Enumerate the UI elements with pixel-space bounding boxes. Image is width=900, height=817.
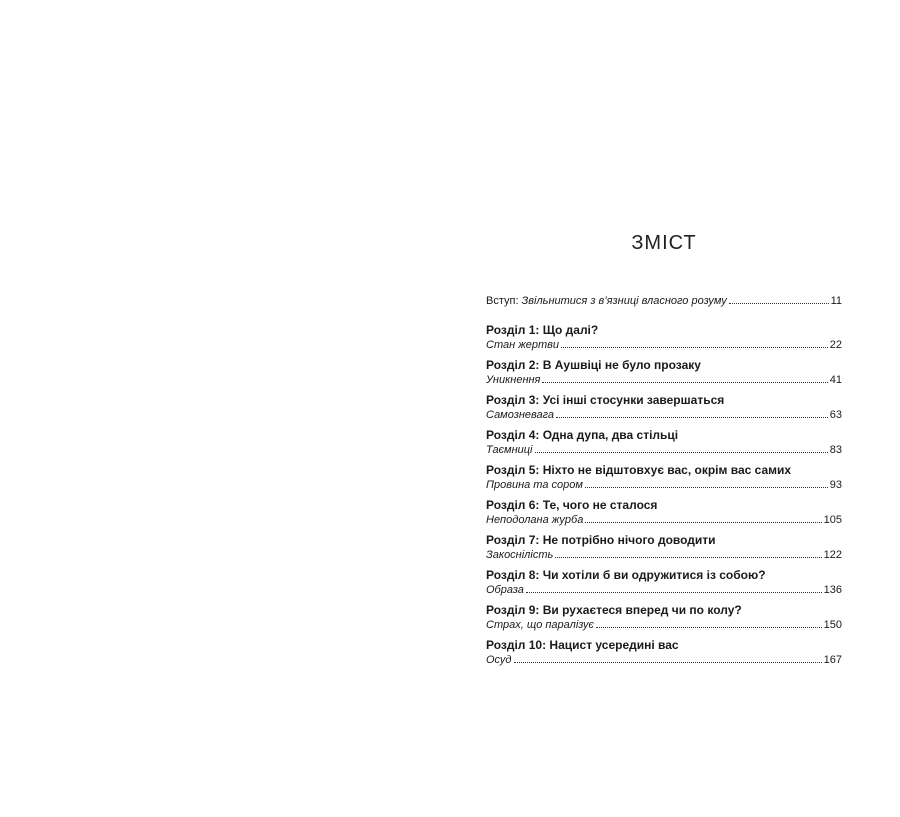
dot-leader: [596, 627, 822, 628]
chapter-page-number: 122: [823, 549, 842, 561]
chapter-title: Розділ 7: Не потрібно нічого доводити: [486, 533, 716, 547]
toc-entry-chapter-4[interactable]: [486, 427, 842, 458]
chapter-title: Розділ 2: В Аушвіці не було прозаку: [486, 358, 701, 372]
chapter-page-number: 105: [823, 514, 842, 526]
chapter-title: Розділ 4: Одна дупа, два стільці: [486, 428, 679, 442]
dot-leader: [585, 487, 828, 488]
toc-entry-intro[interactable]: [486, 294, 842, 308]
toc-entry-chapter-10[interactable]: [486, 637, 842, 668]
chapter-subtitle: Таємниці: [486, 444, 533, 456]
chapter-page-number: 150: [823, 619, 842, 631]
chapter-subtitle: Осуд: [486, 654, 512, 666]
chapter-subtitle: Страх, що паралізує: [486, 619, 594, 631]
chapter-title: Розділ 3: Усі інші стосунки завершаться: [486, 393, 725, 407]
chapter-page-number: 136: [823, 584, 842, 596]
dot-leader: [526, 592, 822, 593]
toc-entry-chapter-7[interactable]: [486, 532, 842, 563]
intro-page-number: 11: [830, 295, 842, 307]
chapter-page-number: 22: [829, 339, 842, 351]
chapter-page-number: 41: [829, 374, 842, 386]
toc-entry-chapter-2[interactable]: [486, 357, 842, 388]
chapter-page-number: 93: [829, 479, 842, 491]
chapter-page-number: 167: [823, 654, 842, 666]
chapter-title: Розділ 5: Ніхто не відштовхує вас, окрім вас самих: [486, 463, 792, 477]
chapter-title: Розділ 6: Те, чого не сталося: [486, 498, 658, 512]
chapter-subtitle: Самозневага: [486, 409, 555, 421]
chapter-subtitle: Стан жертви: [486, 339, 560, 351]
toc-entry-chapter-8[interactable]: [486, 567, 842, 598]
chapter-subtitle: Закосніліcть: [486, 549, 554, 561]
dot-leader: [585, 522, 821, 523]
toc-entry-chapter-6[interactable]: [486, 497, 842, 528]
chapter-page-number: 83: [829, 444, 842, 456]
chapter-title: Розділ 10: Нацист усередині вас: [486, 638, 679, 652]
intro-title: Звільнитися з в’язниці власного розуму: [521, 295, 727, 307]
chapter-subtitle: Неподолана журба: [486, 514, 584, 526]
dot-leader: [535, 452, 828, 453]
chapter-subtitle: Образа: [486, 584, 524, 596]
chapter-subtitle: Провина та сором: [486, 479, 583, 491]
chapter-title: Розділ 9: Ви рухаєтеся вперед чи по колу?: [486, 603, 742, 617]
toc-entry-chapter-5[interactable]: [486, 462, 842, 493]
chapter-title: Розділ 1: Що далі?: [486, 323, 599, 337]
chapter-subtitle: Уникнення: [486, 374, 541, 386]
dot-leader: [555, 557, 821, 558]
toc-entry-chapter-1[interactable]: [486, 322, 842, 353]
chapter-title: Розділ 8: Чи хотіли б ви одружитися із собою?: [486, 568, 766, 582]
intro-prefix: Вступ:: [486, 295, 519, 307]
toc-entry-chapter-9[interactable]: [486, 602, 842, 633]
toc-heading: ЗМІСТ: [631, 232, 697, 254]
dot-leader: [561, 347, 828, 348]
dot-leader: [729, 303, 829, 304]
chapter-page-number: 63: [829, 409, 842, 421]
dot-leader: [556, 417, 828, 418]
dot-leader: [514, 662, 822, 663]
table-of-contents: [486, 294, 842, 672]
toc-entry-chapter-3[interactable]: [486, 392, 842, 423]
dot-leader: [542, 382, 827, 383]
